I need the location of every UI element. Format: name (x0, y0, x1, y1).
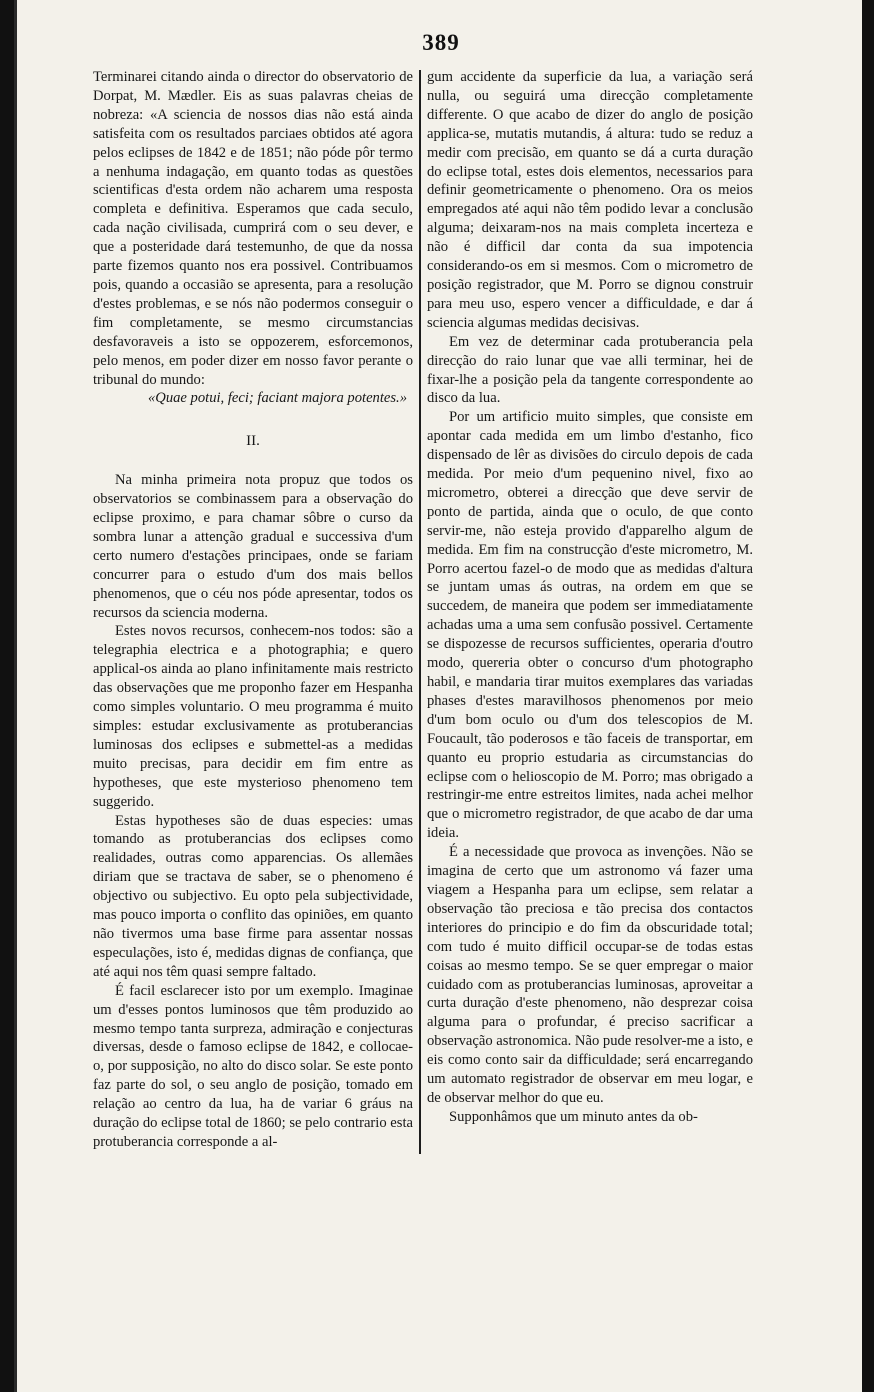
paragraph: Estes novos recursos, conhecem-nos todos: são a telegraphia electrica e a photographia; e quero applical-os ainda ao plano infinitamente mais restricto das observações que me proponho fazer em Hespanha como simples voluntario. O meu programma é muito simples: estudar exclusivamente as protuberancias luminosas dos eclipses e submettel-as a medidas muito precisas, para decidir em fim entre as hypotheses, que este mysterioso phenomeno tem suggerido. (93, 623, 413, 810)
paragraph: Por um artificio muito simples, que consiste em apontar cada medida em um limbo d'estanho, fico dispensado de lêr as divisões do circulo depois de cada medida. Por meio d'um pequenino nivel, fixo ao micrometro, obterei a direcção que deve servir de ponto de partida, ainda que o oculo, de que conto servir-me, não esteja provido d'apparelho algum de medida. Em fim na construcção d'este micrometro, M. Porro acertou fazel-o de modo que as medidas d'altura se juntam umas ás outras, na ordem em que se succedem, de maneira que podem ser immediatamente achadas uma a uma sem confusão possivel. Certamente se dispozesse de recursos sufficientes, operaria d'outro modo, quereria obter o concurso d'um photographo habil, e mandaria tirar muitos exemplares das variadas phases d'estes maravilhosos phenomenos por meio d'um bom oculo ou d'um dos telescopios de M. Foucault, tão poderosos e tão faceis de transportar, em quanto eu proprio estudaria as circumstancias do eclipse com o helioscopio de M. Porro; mas obrigado a restringir-me entre estreitos limites, nada achei melhor que o micrometro registrador, de que acabo de dar uma ideia. (427, 409, 753, 842)
page-number: 389 (422, 30, 460, 55)
paragraph: gum accidente da superficie da lua, a variação será nulla, ou seguirá uma direcção completamente differente. O que acabo de dizer do anglo de posição applica-se, mutatis mutandis, á altura: tudo se reduz a medir com precisão, em quanto se dá a curta duração do eclipse total, estes dois elementos, necessarios para definir geometricamente o phenomeno. Ora os meios empregados até aqui não têm podido levar a conclusão alguma; deixaram-nos na mais completa incerteza e não é difficil dar conta da sua impotencia considerando-os em si mesmos. Com o micrometro de posição registrador, que M. Porro se dignou construir para meu uso, espero vencer a difficuldade, e dar á sciencia algumas medidas decisivas. (427, 69, 753, 331)
latin-quote: «Quae potui, feci; faciant majora potentes.» (148, 390, 407, 407)
left-column (93, 68, 413, 1152)
column-divider (419, 70, 421, 1154)
scan-edge (862, 0, 874, 1392)
paragraph: Em vez de determinar cada protuberancia pela direcção do raio lunar que vae alli terminar, hei de fixar-lhe a posição pela da tangente correspondente ao disco da lua. (427, 333, 753, 407)
paragraph: Terminarei citando ainda o director do observatorio de Dorpat, M. Mædler. Eis as suas palavras cheias de nobreza: «A sciencia de nossos dias não está ainda satisfeita com os resultados parciaes obtidos até agora pelos eclipses de 1842 e de 1851; não póde pôr termo a nenhuma indagação, em quanto todas as questões scientificas d'esta ordem não acharem uma resposta completa e definitiva. Esperamos que cada seculo, cada nação civilisada, cumprirá com o seu dever, e que a posteridade dará testemunho, de que da nossa parte fizemos quanto nos era possivel. Contribuamos pois, quando a occasião se apresenta, para a resolução d'estes problemas, e se nós não podermos conseguir o fim completamente, se mesmo circumstancias desfavoraveis a isto se oppozerem, esforcemonos, pelo menos, em poder dizer em nosso favor perante o tribunal do mundo: (93, 69, 413, 388)
paragraph: É a necessidade que provoca as invenções. Não se imagina de certo que um astronomo vá fazer uma viagem a Hespanha para um eclipse, sem relatar a observação tão preciosa e tão precisa dos contactos interiores do principio e do fim da obscuridade total; com tudo é muito difficil occupar-se de todas estas coisas ao mesmo tempo. Se se quer empregar o maior cuidado com as protuberancias luminosas, aproveitar a curta duração d'este phenomeno, não desprezar coisa alguma para o profundar, é preciso sacrificar a observação astronomica. Não pude resolver-me a isto, e eis como conto sair da difficuldade; será encarregando um automato registrador de observar em meu logar, e de observar melhor do que eu. (427, 844, 753, 1106)
paragraph: Estas hypotheses são de duas especies: umas tomando as protuberancias dos eclipses como realidades, outras como apparencias. Os allemães diriam que se tractava de saber, se o phenomeno é objectivo ou subjectivo. Eu opto pela subjectividade, mas pouco importa o conflito das opiniões, em quanto não tivermos uma base firme para assentar nossas especulações, isto é, medidas dignas de confiança, que até aqui nos têm quasi sempre faltado. (93, 812, 413, 980)
book-page (14, 0, 865, 1392)
paragraph: É facil esclarecer isto por um exemplo. Imaginae um d'esses pontos luminosos que têm produzido ao mesmo tempo tanta surpreza, admiração e conjecturas diversas, desde o famoso eclipse de 1842, e collocae-o, por supposição, no alto do disco solar. Se este ponto faz parte do sol, o seu anglo de posição, tomado em relação ao centro da lua, ha de variar 6 gráus na duração do eclipse total de 1860; se pelo contrario esta protuberancia corresponde a al- (93, 982, 413, 1150)
right-column (427, 68, 753, 1127)
paragraph: Supponhâmos que um minuto antes da ob- (449, 1108, 698, 1125)
paragraph: Na minha primeira nota propuz que todos os observatorios se combinassem para a observação do eclipse proximo, e para chamar sôbre o curso da sombra lunar a attenção gradual e successiva d'um certo numero d'estações principaes, onde se fariam concurrer para o estudo d'um dos mais bellos phenomenos, que o céu nos póde apresentar, todos os recursos da sciencia moderna. (93, 472, 413, 621)
section-heading: II. (246, 433, 260, 450)
